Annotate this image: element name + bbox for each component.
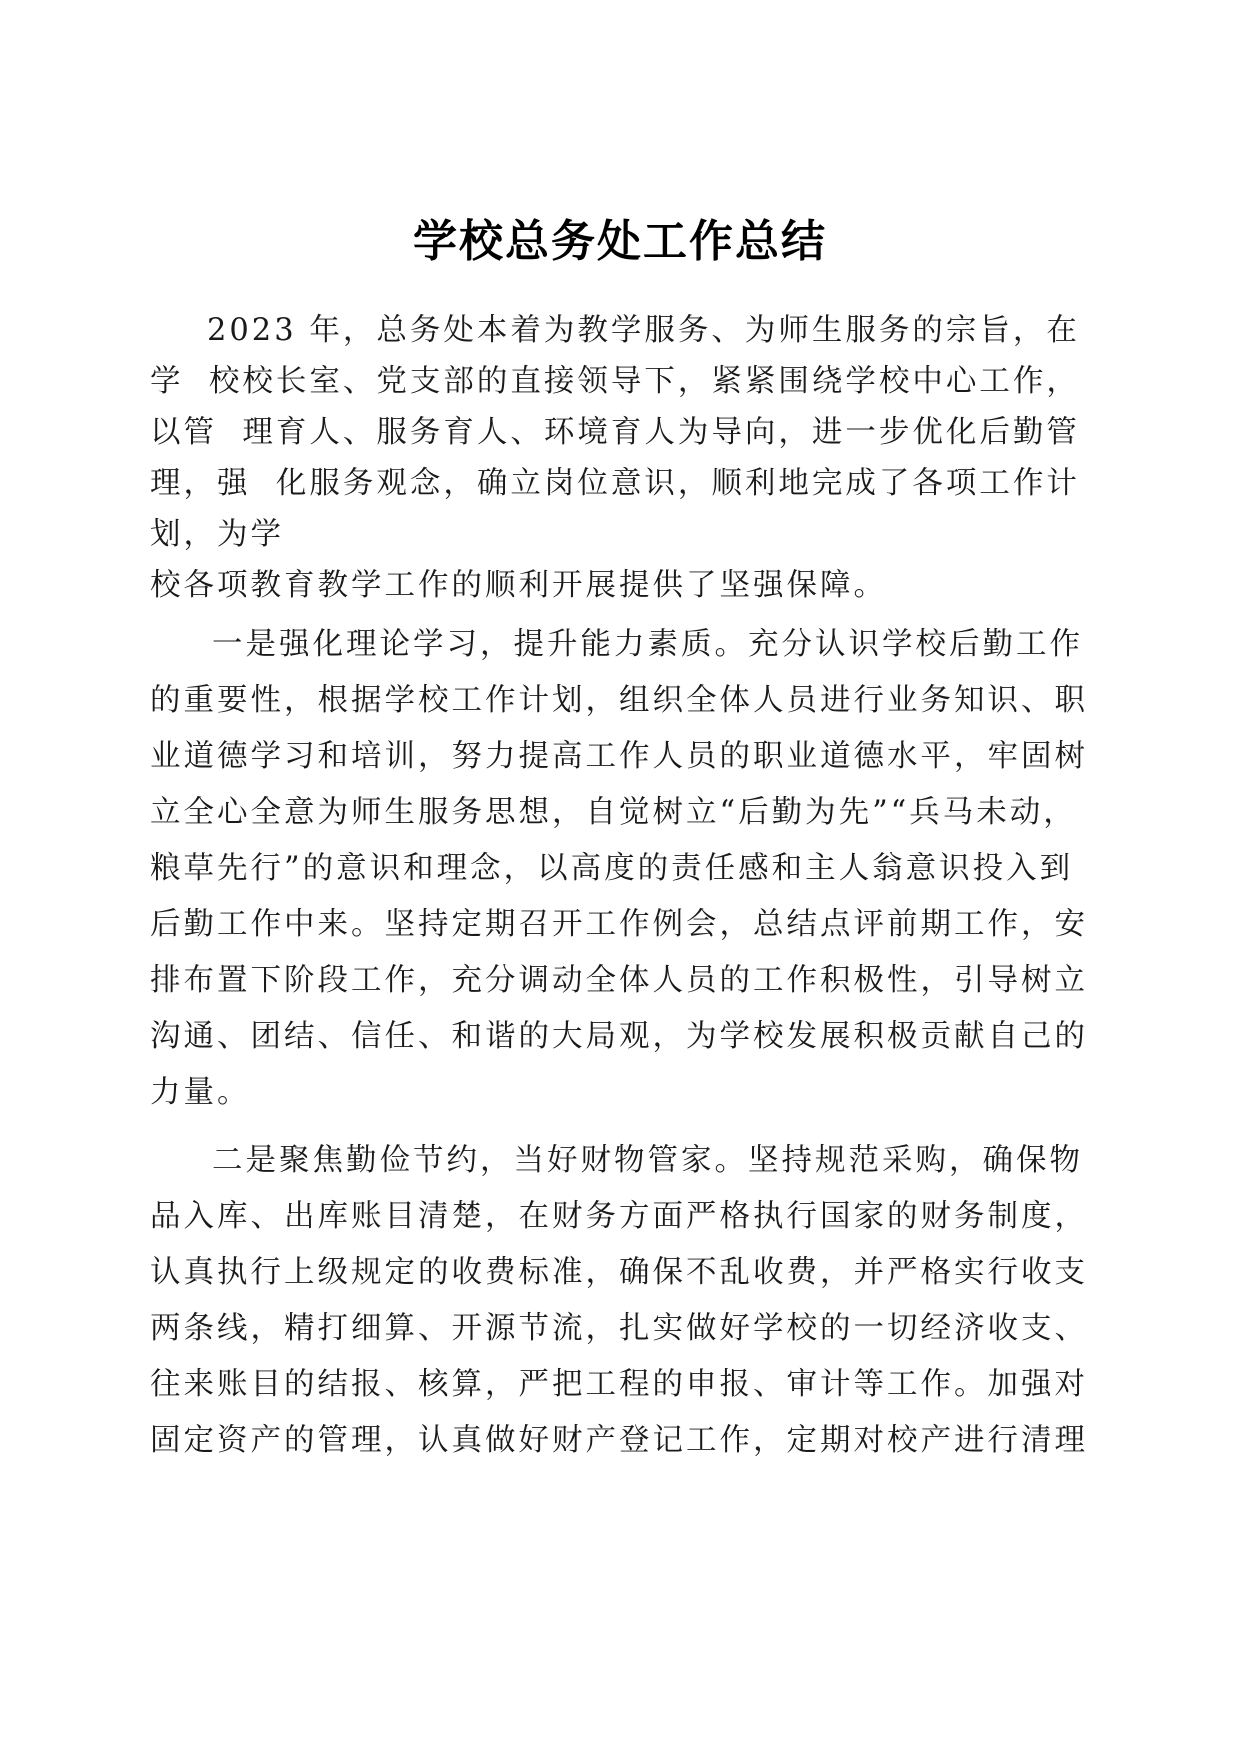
document-title: 学校总务处工作总结 xyxy=(413,216,827,267)
section1-line-1: 一是强化理论学习，提升能力素质。充分认识学校后勤工作 xyxy=(212,627,1083,662)
section2-line-2: 品入库、出库账目清楚，在财务方面严格执行国家的财务制度， xyxy=(150,1199,1088,1234)
intro-line-2: 学 校校长室、党支部的直接领导下，紧紧围绕学校中心工作， xyxy=(150,364,1080,399)
section1-line-7: 排布置下阶段工作，充分调动全体人员的工作积极性，引导树立 xyxy=(150,963,1088,998)
intro-line-1: 2023 年，总务处本着为教学服务、为师生服务的宗旨，在 xyxy=(207,313,1080,348)
section1-line-6: 后勤工作中来。坚持定期召开工作例会，总结点评前期工作，安 xyxy=(150,907,1088,942)
section2-line-6: 固定资产的管理，认真做好财产登记工作，定期对校产进行清理 xyxy=(150,1423,1088,1458)
intro-line-4: 理，强 化服务观念，确立岗位意识，顺利地完成了各项工作计 xyxy=(150,466,1080,501)
intro-line-5: 划，为学 xyxy=(150,517,284,552)
section1-line-8: 沟通、团结、信任、和谐的大局观，为学校发展积极贡献自己的 xyxy=(150,1019,1088,1054)
intro-line-6: 校各项教育教学工作的顺利开展提供了坚强保障。 xyxy=(150,568,887,603)
section1-line-2: 的重要性，根据学校工作计划，组织全体人员进行业务知识、职 xyxy=(150,683,1088,718)
section1-line-4: 立全心全意为师生服务思想，自觉树立“后勤为先”“兵马未动， xyxy=(150,795,1077,830)
intro-line-3: 以管 理育人、服务育人、环境育人为导向，进一步优化后勤管 xyxy=(150,415,1080,450)
section1-line-9: 力量。 xyxy=(150,1075,251,1110)
section2-line-5: 往来账目的结报、核算，严把工程的申报、审计等工作。加强对 xyxy=(150,1367,1088,1402)
section1-line-5: 粮草先行”的意识和理念，以高度的责任感和主人翁意识投入到 xyxy=(150,851,1074,886)
section2-line-1: 二是聚焦勤俭节约，当好财物管家。坚持规范采购，确保物 xyxy=(212,1143,1083,1178)
section2-line-4: 两条线，精打细算、开源节流，扎实做好学校的一切经济收支、 xyxy=(150,1311,1088,1346)
section2-line-3: 认真执行上级规定的收费标准，确保不乱收费，并严格实行收支 xyxy=(150,1255,1088,1290)
section1-line-3: 业道德学习和培训，努力提高工作人员的职业道德水平，牢固树 xyxy=(150,739,1088,774)
